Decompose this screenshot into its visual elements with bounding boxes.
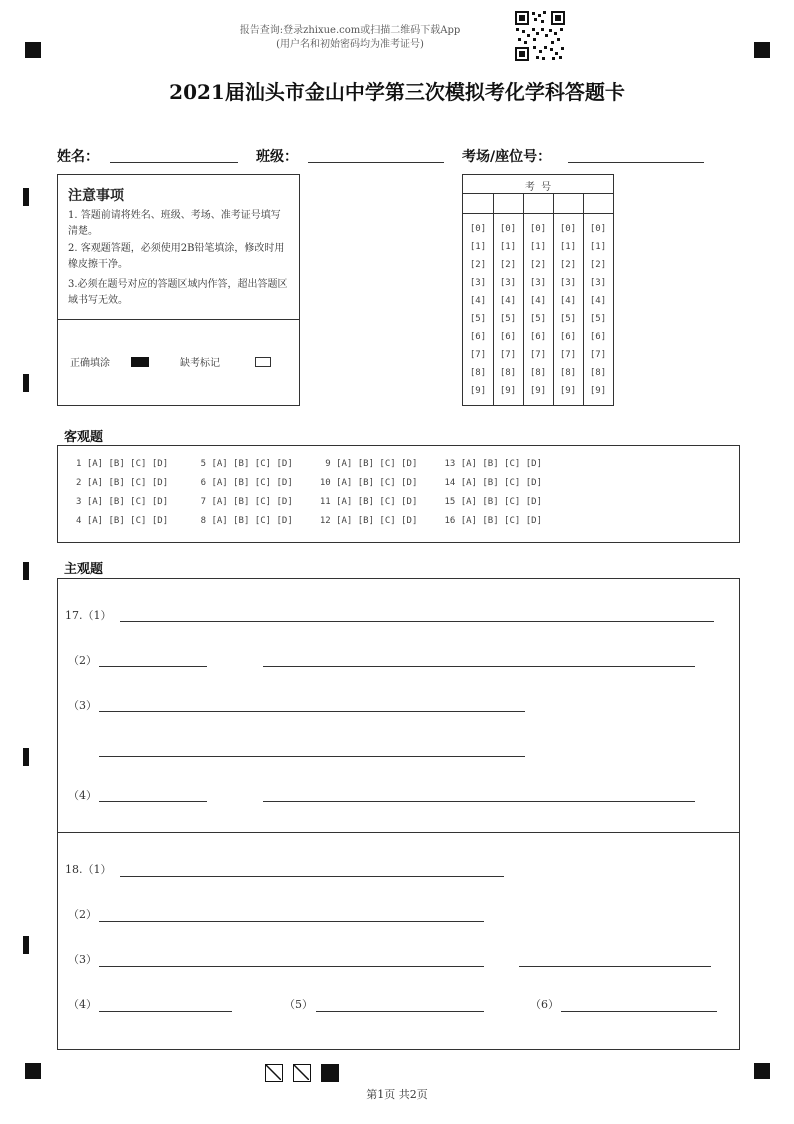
timing-bar [23, 374, 29, 392]
exam-id-digit-bubble[interactable]: [0] [559, 224, 577, 234]
q17-answer-box [57, 578, 740, 833]
exam-id-digit-bubble[interactable]: [8] [559, 368, 577, 378]
grid-line [463, 193, 613, 194]
q18-5-label: （5） [284, 998, 313, 1011]
exam-id-digit-bubble[interactable]: [2] [469, 260, 487, 270]
exam-id-digit-bubble[interactable]: [7] [499, 350, 517, 360]
exam-id-digit-bubble[interactable]: [4] [469, 296, 487, 306]
exam-id-digit-bubble[interactable]: [8] [529, 368, 547, 378]
exam-id-digit-bubble[interactable]: [7] [589, 350, 607, 360]
q18-4-answer-line[interactable] [99, 1011, 232, 1012]
notice-item-1: 1. 答题前请将姓名、班级、考场、准考证号填写清楚。 [68, 210, 281, 237]
exam-id-digit-bubble[interactable]: [6] [529, 332, 547, 342]
mc-row-1[interactable]: 1 [A] [B] [C] [D] 5 [A] [B] [C] [D] 9 [A] [B] [C] [D] 13 [A] [B] [C] [D] [76, 459, 542, 469]
q18-2-label: （2） [68, 908, 97, 921]
exam-id-digit-bubble[interactable]: [1] [469, 242, 487, 252]
exam-id-digit-bubble[interactable]: [3] [559, 278, 577, 288]
exam-id-digit-bubble[interactable]: [5] [499, 314, 517, 324]
slash-box-icon [265, 1064, 283, 1082]
exam-id-digit-bubble[interactable]: [9] [589, 386, 607, 396]
exam-id-digit-bubble[interactable]: [2] [529, 260, 547, 270]
subjective-label: 主观题 [64, 562, 104, 577]
q18-2-answer-line[interactable] [99, 921, 484, 922]
exam-id-digit-bubble[interactable]: [9] [469, 386, 487, 396]
exam-id-digit-bubble[interactable]: [9] [499, 386, 517, 396]
seat-field[interactable] [568, 162, 704, 163]
exam-id-digit-bubble[interactable]: [0] [499, 224, 517, 234]
exam-id-digit-bubble[interactable]: [2] [559, 260, 577, 270]
exam-id-digit-bubble[interactable]: [1] [559, 242, 577, 252]
q17-2-answer-line-b[interactable] [263, 666, 695, 667]
exam-id-digit-bubble[interactable]: [8] [499, 368, 517, 378]
exam-id-column [523, 220, 553, 400]
timing-bar [23, 936, 29, 954]
exam-id-digit-bubble[interactable]: [7] [559, 350, 577, 360]
q18-answer-box [57, 832, 740, 1050]
q18-3-answer-line-b[interactable] [519, 966, 711, 967]
mc-row-3[interactable]: 3 [A] [B] [C] [D] 7 [A] [B] [C] [D] 11 [A] [B] [C] [D] 15 [A] [B] [C] [D] [76, 497, 542, 507]
q17-1-answer-line[interactable] [120, 621, 714, 622]
qr-code-icon [514, 10, 566, 62]
q18-6-label: （6） [530, 998, 559, 1011]
exam-id-digit-bubble[interactable]: [8] [469, 368, 487, 378]
q17-4-answer-line-a[interactable] [99, 801, 207, 802]
page-title: 2021届汕头市金山中学第三次模拟考化学科答题卡 [169, 80, 625, 104]
exam-id-digit-bubble[interactable]: [4] [499, 296, 517, 306]
page-footer: 第1页 共2页 [366, 1088, 428, 1101]
exam-id-digit-bubble[interactable]: [4] [559, 296, 577, 306]
notice-title: 注意事项 [68, 188, 124, 204]
exam-id-digit-bubble[interactable]: [7] [529, 350, 547, 360]
notice-item-2: 2. 客观题答题，必须使用2B铅笔填涂，修改时用橡皮擦干净。 [68, 243, 285, 270]
corner-mark-bottom-right [754, 1063, 770, 1079]
objective-label: 客观题 [64, 430, 104, 445]
corner-mark-top-left [25, 42, 41, 58]
grid-line [463, 213, 613, 214]
exam-id-digit-columns [463, 220, 613, 400]
q18-1-answer-line[interactable] [120, 876, 504, 877]
timing-bar [23, 188, 29, 206]
exam-id-digit-bubble[interactable]: [9] [559, 386, 577, 396]
exam-id-digit-bubble[interactable]: [0] [589, 224, 607, 234]
q17-2-label: （2） [68, 654, 97, 667]
q18-6-answer-line[interactable] [561, 1011, 717, 1012]
q17-3-answer-line-a[interactable] [99, 711, 525, 712]
exam-id-digit-bubble[interactable]: [5] [589, 314, 607, 324]
exam-id-digit-bubble[interactable]: [5] [469, 314, 487, 324]
q18-3-answer-line-a[interactable] [99, 966, 484, 967]
exam-id-digit-bubble[interactable]: [6] [589, 332, 607, 342]
exam-id-digit-bubble[interactable]: [3] [589, 278, 607, 288]
seat-label: 考场/座位号： [462, 149, 552, 165]
exam-number-grid [462, 174, 614, 406]
q18-3-label: （3） [68, 953, 97, 966]
mc-row-2[interactable]: 2 [A] [B] [C] [D] 6 [A] [B] [C] [D] 10 [A] [B] [C] [D] 14 [A] [B] [C] [D] [76, 478, 542, 488]
timing-bar [23, 748, 29, 766]
filled-box-icon [321, 1064, 339, 1082]
class-label: 班级： [256, 149, 298, 165]
q17-4-label: （4） [68, 789, 97, 802]
absent-mark-checkbox[interactable] [255, 357, 271, 367]
exam-id-digit-bubble[interactable]: [2] [499, 260, 517, 270]
corner-mark-bottom-left [25, 1063, 41, 1079]
notice-divider [58, 319, 299, 320]
objective-answer-box [57, 445, 740, 543]
corner-mark-top-right [754, 42, 770, 58]
exam-id-digit-bubble[interactable]: [0] [469, 224, 487, 234]
exam-id-digit-bubble[interactable]: [1] [589, 242, 607, 252]
slash-box-icon [293, 1064, 311, 1082]
report-note-line1: 报告查询:登录zhixue.com或扫描二维码下载App [239, 25, 461, 36]
q17-3-answer-line-b[interactable] [99, 756, 525, 757]
exam-id-digit-bubble[interactable]: [8] [589, 368, 607, 378]
exam-id-digit-bubble[interactable]: [3] [529, 278, 547, 288]
timing-bar [23, 562, 29, 580]
notice-item-3: 3.必须在题号对应的答题区域内作答，超出答题区域书写无效。 [68, 279, 288, 306]
exam-id-column [583, 220, 613, 400]
filled-example-mark [131, 357, 149, 367]
exam-id-digit-bubble[interactable]: [7] [469, 350, 487, 360]
class-field[interactable] [308, 162, 444, 163]
exam-id-digit-bubble[interactable]: [4] [589, 296, 607, 306]
q17-4-answer-line-b[interactable] [263, 801, 695, 802]
exam-id-digit-bubble[interactable]: [6] [559, 332, 577, 342]
exam-id-digit-bubble[interactable]: [6] [469, 332, 487, 342]
q18-5-answer-line[interactable] [316, 1011, 484, 1012]
exam-id-digit-bubble[interactable]: [5] [529, 314, 547, 324]
name-field[interactable] [110, 162, 238, 163]
q17-2-answer-line-a[interactable] [99, 666, 207, 667]
notice-box [57, 174, 300, 406]
exam-id-digit-bubble[interactable]: [1] [529, 242, 547, 252]
exam-id-digit-bubble[interactable]: [6] [499, 332, 517, 342]
filled-example-label: 正确填涂 [70, 358, 110, 369]
q18-4-label: （4） [68, 998, 97, 1011]
exam-id-digit-bubble[interactable]: [2] [589, 260, 607, 270]
exam-id-digit-bubble[interactable]: [4] [529, 296, 547, 306]
q18-1-label: 18.（1） [65, 863, 112, 876]
exam-id-digit-bubble[interactable]: [5] [559, 314, 577, 324]
exam-id-digit-bubble[interactable]: [0] [529, 224, 547, 234]
report-note-line2: (用户名和初始密码均为准考证号) [276, 39, 424, 50]
mc-row-4[interactable]: 4 [A] [B] [C] [D] 8 [A] [B] [C] [D] 12 [A] [B] [C] [D] 16 [A] [B] [C] [D] [76, 516, 542, 526]
exam-id-digit-bubble[interactable]: [3] [469, 278, 487, 288]
exam-id-column [463, 220, 493, 400]
absent-mark-label: 缺考标记 [180, 358, 220, 369]
name-label: 姓名： [57, 149, 99, 165]
exam-id-digit-bubble[interactable]: [1] [499, 242, 517, 252]
exam-number-header: 考 号 [524, 182, 552, 193]
q17-1-label: 17.（1） [65, 609, 112, 622]
exam-id-column [493, 220, 523, 400]
exam-id-digit-bubble[interactable]: [3] [499, 278, 517, 288]
exam-id-digit-bubble[interactable]: [9] [529, 386, 547, 396]
exam-id-column [553, 220, 583, 400]
q17-3-label: （3） [68, 699, 97, 712]
